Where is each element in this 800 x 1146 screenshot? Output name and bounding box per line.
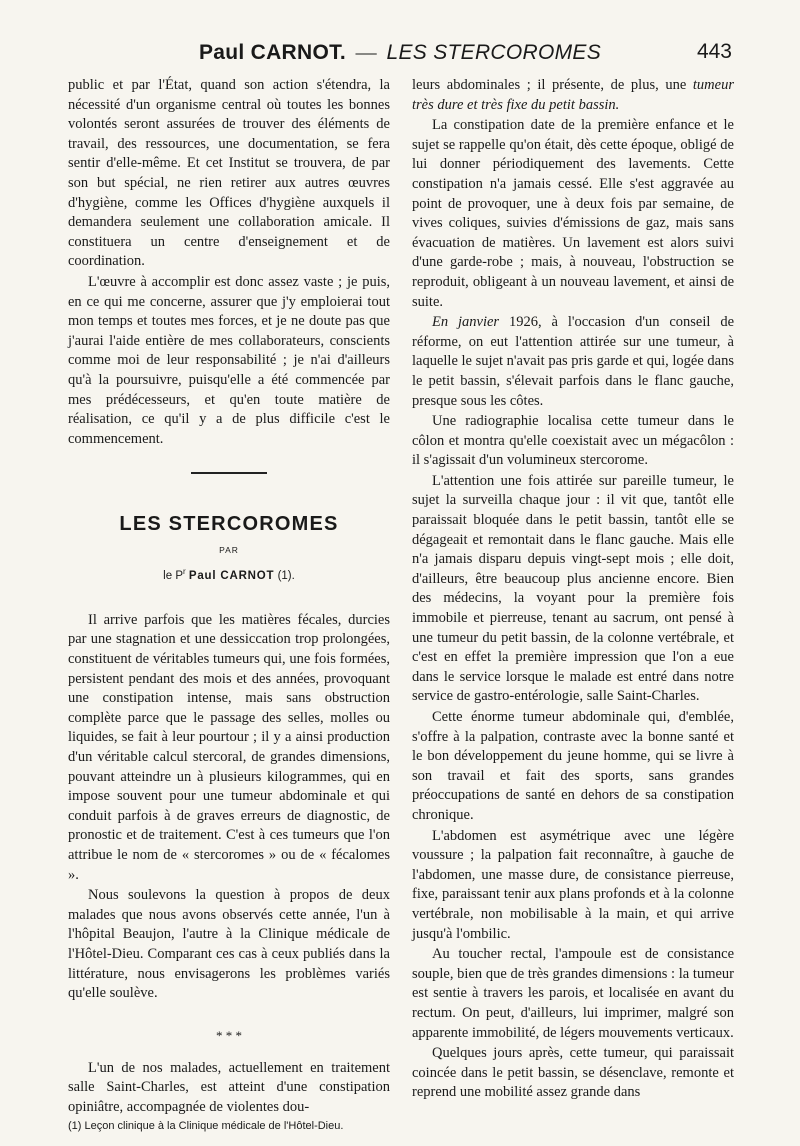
- running-header: [64, 40, 736, 70]
- right-column: [412, 76, 734, 1103]
- page-number: 443: [696, 40, 732, 63]
- article-by: PAR: [219, 544, 239, 555]
- header-author: Paul CARNOT.: [198, 41, 347, 64]
- byline-author-name: Paul CARNOT: [188, 570, 275, 583]
- left-column: [68, 76, 390, 1133]
- asterism-divider: * * *: [216, 1027, 242, 1043]
- section-divider: [191, 472, 267, 474]
- byline-sup: r: [183, 567, 186, 577]
- paragraph-cases: Nous soulevons la question à propos de deux malades que nous avons observés cette année, l'un à l'hôpital Beaujon, l'autre à la Clinique médicale de l'Hôtel-Dieu. Comparant ces cas à ceux publiés dans la littérature, nous envisagerons les problèmes variés qu'elle soulève.: [68, 887, 390, 1002]
- paragraph-intro: Il arrive parfois que les matières fécales, durcies par une stagnation et une dessiccation trop prolongées, constituent de véritables tumeurs qui, une fois formées, persistent pendant des mois et des années, provoquant une constipation intense, mais sans obstruction complète parce que le passage des selles, molles ou liquides, se fait à leur pourtour ; il y a ainsi production d'un véritable calcul stercoral, de grandes dimensions, pouvant atteindre un à plusieurs kilogrammes, qui en impose souvent pour une tumeur abdominale et qui conduit parfois à de graves erreurs de diagnostic, de pronostic et de traitement. C'est à ces tumeurs que l'on attribue le nom de « stercoromes » ou de « fécalomes ».: [68, 611, 390, 883]
- footnote: (1) Leçon clinique à la Clinique médicale de l'Hôtel-Dieu.: [68, 1119, 344, 1132]
- paragraph-mobility: Quelques jours après, cette tumeur, qui paraissait coincée dans le petit bassin, se désenclave, remonte et reprend une mobilité assez grande dans: [412, 1045, 734, 1101]
- paragraph-palpation-contrast: Cette énorme tumeur abdominale qui, d'emblée, s'offre à la palpation, contraste avec la bonne santé et le bon développement du jeune homme, qui se livre à son travail et fait des sports, sans grandes préoccupations de santé en dehors de sa constipation chronique.: [412, 709, 734, 823]
- byline-prefix: le P: [163, 570, 183, 583]
- header-separator: —: [355, 40, 377, 64]
- paragraph-surveillance: L'attention une fois attirée sur pareille tumeur, le sujet la surveilla chaque jour : il vit que, tantôt elle paraissait bloquée dans le petit bassin, tantôt elle se dégageait et remontait dans le flanc gauche. Mais elle n'a jamais disparu depuis vingt-sept mois ; elle doit, d'ailleurs, être beaucoup plus ancienne encore. Bien des médecins, la voyant pour la première fois immobile et pierreuse, tenant au sacrum, ont pensé à une tumeur du petit bassin, de la colonne vertébrale, et c'est en effet la première impression que l'on a eue dans le service lorsque le malade est entré dans notre service de gastro-entérologie, salle Saint-Charles.: [412, 472, 734, 705]
- article-byline: [68, 562, 390, 586]
- paragraph-patient-start: L'un de nos malades, actuellement en traitement salle Saint-Charles, est atteint d'une constipation opiniâtre, accompagnée de violentes dou-: [68, 1059, 390, 1115]
- byline-footnote-ref: (1).: [277, 570, 295, 583]
- patient-continued-italic: tumeur très dure et très fixe du petit bassin.: [412, 77, 734, 113]
- paragraph-january-1926: [412, 313, 734, 411]
- article-title: LES STERCOROMES: [119, 513, 339, 536]
- paragraph-constipation-history: La constipation date de la première enfance et le sujet se rappelle qu'on était, dès cette époque, obligé de lui donner périodiquement des lavements. Cette constipation n'a jamais cessé. Elle s'est aggravée au point de provoquer, une à deux fois par semaine, de vives coliques, suivies d'émissions de gaz, mais sans évacuation de matières. Un lavement est alors suivi d'une garde-robe ; mais, à nouveau, l'obstruction se reproduit, obligeant à un nouveau lavement, et ainsi de suite.: [412, 117, 734, 310]
- paragraph-patient-continued: [412, 76, 734, 115]
- paragraph-radiography: Une radiographie localisa cette tumeur dans le côlon et montra qu'elle coexistait avec un mégacôlon : il s'agissait d'un volumineux stercorome.: [412, 413, 734, 469]
- january-text: 1926, à l'occasion d'un conseil de réforme, on eut l'attention attirée sur une tumeur, à laquelle le sujet n'avait pas pris garde et qui, logée dans le petit bassin, s'élevait parfois dans le flanc gauche, presque sous les côtes.: [412, 314, 734, 409]
- paragraph-rectal-exam: Au toucher rectal, l'ampoule est de consistance souple, bien que de très grandes dimensions : la tumeur est sentie à travers les parois, et localisée en avant du rectum. On peut, d'ailleurs, lui imprimer, malgré son apparente immobilité, de légers mouvements verticaux.: [412, 946, 734, 1041]
- january-italic: En janvier: [432, 314, 500, 331]
- header-title-line: [64, 40, 736, 65]
- paragraph-oeuvre: L'œuvre à accomplir est donc assez vaste ; je puis, en ce qui me concerne, assurer que j'y emploierai tout mon temps et toutes mes forces, et je ne doute pas que j'aurai l'aide entière de mes collaborateurs, conscients comme moi de leur responsabilité ; je n'ai d'ailleurs qu'à la poursuivre, puisqu'elle a été commencée par mes prédécesseurs, et qu'en toute matière de réalisation, ce qu'il y a de plus difficile c'est le commencement.: [68, 273, 390, 447]
- paragraph-abdomen: L'abdomen est asymétrique avec une légère voussure ; la palpation fait reconnaître, à gauche de l'abdomen, une masse dure, de consistance pierreuse, fixe, paraissant tenir aux plans profonds et à la colonne vertébrale, non mobilisable à la main, et qui arrive jusqu'à l'ombilic.: [412, 827, 734, 942]
- header-running-title: LES STERCOROMES: [386, 41, 602, 64]
- paragraph-institute-continued: public et par l'État, quand son action s'étendra, la nécessité d'un organisme central où toutes les bonnes volontés seront assurées de trouver des éléments de travail, des ressources, une documentation, se fera sentir d'elle-même. Et cet Institut se trouvera, de par son but spécial, ne rien retirer aux autres œuvres d'hygiène, comme les Offices d'hygiène auxquels il demandera seulement une collaboration amicale. Il constituera un centre d'enseignement et de coordination.: [68, 77, 390, 270]
- patient-continued-text: leurs abdominales ; il présente, de plus, une: [412, 77, 687, 93]
